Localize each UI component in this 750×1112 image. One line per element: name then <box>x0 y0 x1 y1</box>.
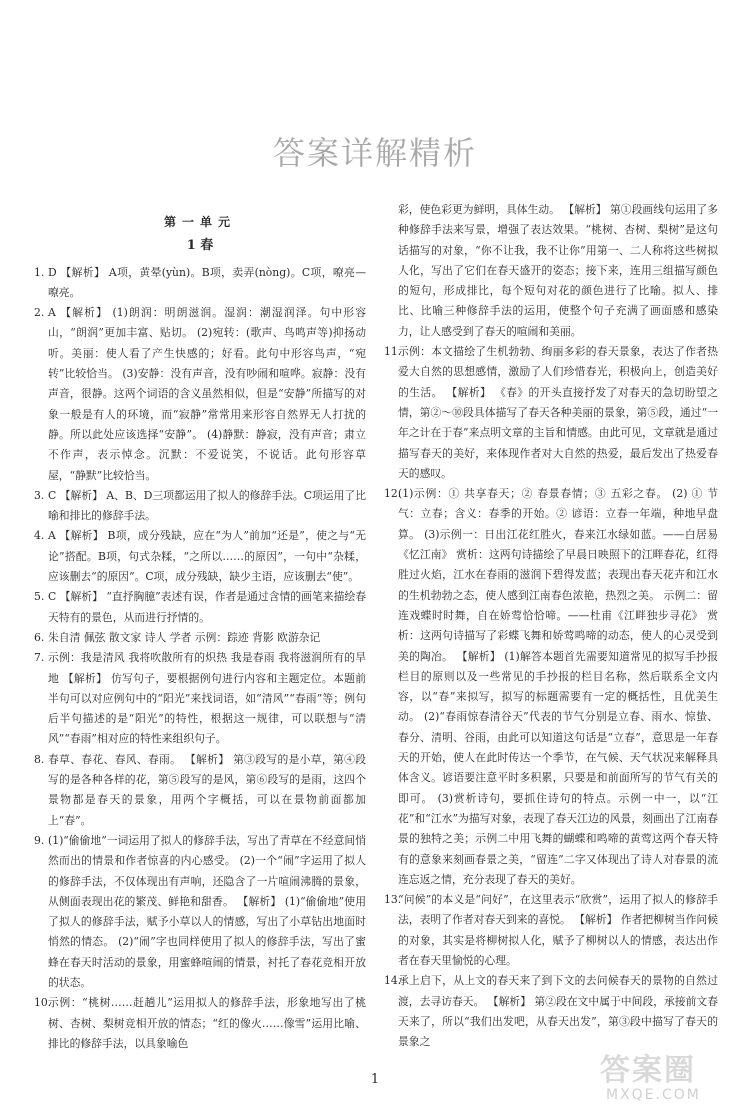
right-column <box>384 200 718 1052</box>
answer-number: 14. <box>384 974 402 988</box>
answer-item <box>384 342 718 484</box>
answer-text: (1)示例：① 共享春天；② 春景春情；③ 五彩之春。 (2) ① 节气：立春；含义：春季的开始。② 谚语：立春一年端，种地早盘算。 (3)示例一：日出江花红胜火，春来江水绿如蓝。——白居易《忆江南》 赏析：这两句诗描绘了早晨日映照下的江畔春花，红得胜过火焰，江水在春雨的滋润下碧得发蓝；表现出春天花卉和江水的生机勃勃之态，使人感到江南春色浓艳，热烈之美。 示例二：留连戏蝶时时舞，自在娇莺恰恰啼。——杜甫《江畔独步寻花》 赏析：这两句诗描写了彩蝶飞舞和娇莺鸣啼的动态，使人的心灵受到美的陶冶。 【解析】 (1)解答本题首先需要知道常见的拟写手抄报栏目的原则以及一些常见的手抄报的栏目名称，然后联系全文内容，以“春”来拟写，拟写的标题需要有一定的概括性，且优美生动。 (2)“春雨惊春清谷天”代表的节气分别是立春、雨水、惊蛰、春分、清明、谷雨，由此可以知道这句话是“立春”，意思是一年春天的开始，使人在此时传达一个季节，在气候、天气状况来解释具体含义。谚语要注意平时多积累，只要是和前面所写的节气有关的即可。 (3)赏析诗句，要抓住诗句的特点。示例一中一，以“江花”和“江水”为描写对象，表现了春天江边的风景，刻画出了江南春景的独特之美；示例二中用飞舞的蝴蝶和鸣啼的黄莺这两个春天特有的意象来刻画春景之美，“留连”二字又体现出了诗人对春景的流连忘返之情，充分表现了春天的美好。 <box>398 487 718 886</box>
right-answer-list <box>384 200 718 1052</box>
answer-text: C 【解析】 A、B、D三项都运用了拟人的修辞手法。C项运用了比喻和排比的修辞手法。 <box>48 488 366 523</box>
answer-number: 11. <box>384 345 402 359</box>
answer-number: 2. <box>34 306 45 320</box>
answer-number: 8. <box>34 752 45 766</box>
answer-number: 13. <box>384 893 402 907</box>
answer-item <box>384 971 718 1052</box>
answer-item <box>384 890 718 971</box>
answer-item <box>34 526 366 587</box>
answer-item <box>34 263 366 304</box>
answer-text: 承上启下，从上文的春天来了到下文的去问候春天的景物的自然过渡，去寻访春天。 【解析】 第②段在文中属于中间段，承接前文春天来了，所以“我们出发吧，从春天出发”，第③段中描写了春天的景象之 <box>398 974 718 1049</box>
answer-item <box>384 200 718 342</box>
answer-item <box>34 628 366 648</box>
answer-text: 示例：本文描绘了生机勃勃、绚丽多彩的春天景象，表达了作者热爱大自然的思想感情，激励了人们珍惜春光，积极向上，创造美好的生活。 【解析】 《春》的开头直接抒发了对春天的急切盼望之情，第②～⑩段具体描写了春天各种美丽的景象，第⑤段，通过“一年之计在于春”来点明文章的主旨和情感。由此可见，文章就是通过描写春天的美好，来体现作者对大自然的热爱，最后发出了热爱春天的感叹。 <box>398 345 718 480</box>
answer-item <box>34 587 366 628</box>
answer-text: C 【解析】 “直抒胸臆”表述有误，作者是通过含情的画笔来描绘春天特有的景色，从而进行抒情的。 <box>48 590 366 624</box>
left-answer-list <box>34 263 366 1055</box>
answer-text: A 【解析】 (1)朗润：明朗滋润。湿润：潮湿润泽。句中形容山，“朗润”更加丰富、贴切。 (2)宛转：(歌声、鸟鸣声等)抑扬动听。美丽：使人看了产生快感的；好看。此句中形容鸟声，“宛转”比较恰当。 (3)安静：没有声音，没有吵闹和喧哗。寂静：没有声音，很静。这两个词语的含义虽然相似，但是“安静”所描写的对象一般是有人的环境，而“寂静”常常用来形容自然界无人打扰的静。所以此处应该选择“安静”。 (4)静默：静寂，没有声音；肃立不作声，表示悼念。沉默：不爱说笑，不说话。此句形容草屋，“静默”比较恰当。 <box>48 306 366 482</box>
answer-item <box>34 831 366 993</box>
answer-number: 5. <box>34 590 45 604</box>
answer-number: 6. <box>34 630 45 644</box>
answer-text: 示例：我是清风 我将吹散所有的炽热 我是春雨 我将滋润所有的旱地 【解析】 仿写句子，要根据例句进行内容和主题定位。本题前半句可以对应例句中的“阳光”来找词语，如“清风”“春雨”等；例句后半句描述的是“阳光”的特性，根据这一规律，可以联想与“清风”“春雨”相对应的特性来组织句子。 <box>48 651 366 746</box>
watermark-logo <box>600 1045 740 1105</box>
answer-text: 示例：“桃树……赶趟儿”运用拟人的修辞手法，形象地写出了桃树、杏树、梨树竞相开放的情态；“红的像火……像雪”运用比喻、排比的修辞手法，以具象喻色 <box>48 996 366 1050</box>
answer-number: 7. <box>34 651 45 665</box>
answer-text: 朱自清 佩弦 散文家 诗人 学者 示例：踪迹 背影 欧游杂记 <box>48 630 321 644</box>
answer-text: A 【解析】 B项，成分残缺，应在“为人”前加“还是”，使之与“无论”搭配。B项，句式杂糅，“之所以……的原因”，一句中“杂糅，应该删去“的原因”。C项，成分残缺，缺少主语，应该删去“使”。 <box>48 529 366 584</box>
left-column <box>34 200 366 1054</box>
answer-text: D 【解析】 A项，黄晕(yùn)。B项，卖弄(nòng)。C项，嘹亮—嘹亮。 <box>48 265 366 299</box>
answer-item <box>384 484 718 890</box>
answer-number: 10. <box>34 996 52 1010</box>
page-title: 答案详解精析 <box>272 134 477 172</box>
answer-text: 彩，使色彩更为鲜明，具体生动。 【解析】 第①段画线句运用了多种修辞手法来写景，增强了表达效果。“桃树、杏树、梨树”是这句话描写的对象，“你不让我，我不让你”用第一、二人称将这些树拟人化，写出了它们在春天盛开的姿态；接下来，连用三组描写颜色的短句，形成排比，每个短句对花的颜色进行了比喻。拟人、排比、比喻三种修辞手法的运用，使整个句子充满了画面感和感染力，让人感受到了春天的喧闹和美丽。 <box>398 203 718 338</box>
watermark-url: MXQE.COM <box>606 1087 701 1103</box>
answer-item <box>34 648 366 749</box>
unit-title: 第一单元 <box>163 215 236 229</box>
page-number: 1 <box>370 1072 380 1087</box>
answer-item <box>34 750 366 831</box>
watermark-main: 答案圈 <box>600 1053 696 1088</box>
answer-number: 9. <box>34 833 45 847</box>
answer-item <box>34 303 366 486</box>
answer-text: 春草、春花、春风、春雨。 【解析】 第③段写的是小草，第④段写的是各种各样的花，第⑤段写的是风，第⑥段写的是雨，这四个景物都是春天的景象，用两个字概括，可以在景物前面都加上“春”。 <box>48 752 366 827</box>
lesson-title: 1 春 <box>186 238 214 254</box>
answer-number: 1. <box>34 265 45 279</box>
answer-item <box>34 993 366 1054</box>
answer-text: (1)“偷偷地”一词运用了拟人的修辞手法，写出了青草在不经意间悄然而出的情景和作者惊喜的内心感受。 (2)一个“闹”字运用了拟人的修辞手法，不仅体现出有声响，还隐含了一片喧闹沸腾的景象，从侧面表现出花的繁茂、鲜艳和甜香。 【解析】 (1)“偷偷地”使用了拟人的修辞手法，赋予小草以人的情感，写出了小草钻出地面时悄然的情态。 (2)“闹”字也同样使用了拟人的修辞手法，写出了蜜蜂在春天时活动的景象，用蜜蜂喧闹的情景，衬托了春花竞相开放的状态。 <box>48 833 366 989</box>
answer-text: “问候”的本义是“问好”，在这里表示“欣赏”，运用了拟人的修辞手法，表明了作者对春天到来的喜悦。 【解析】 作者把柳树当作问候的对象，其实是将柳树拟人化，赋予了柳树以人的情感，表达出作者在春天里愉悦的心理。 <box>398 893 718 967</box>
answer-number: 4. <box>34 529 45 543</box>
answer-item <box>34 486 366 527</box>
answer-number: 12. <box>384 487 402 501</box>
answer-number: 3. <box>34 488 45 502</box>
